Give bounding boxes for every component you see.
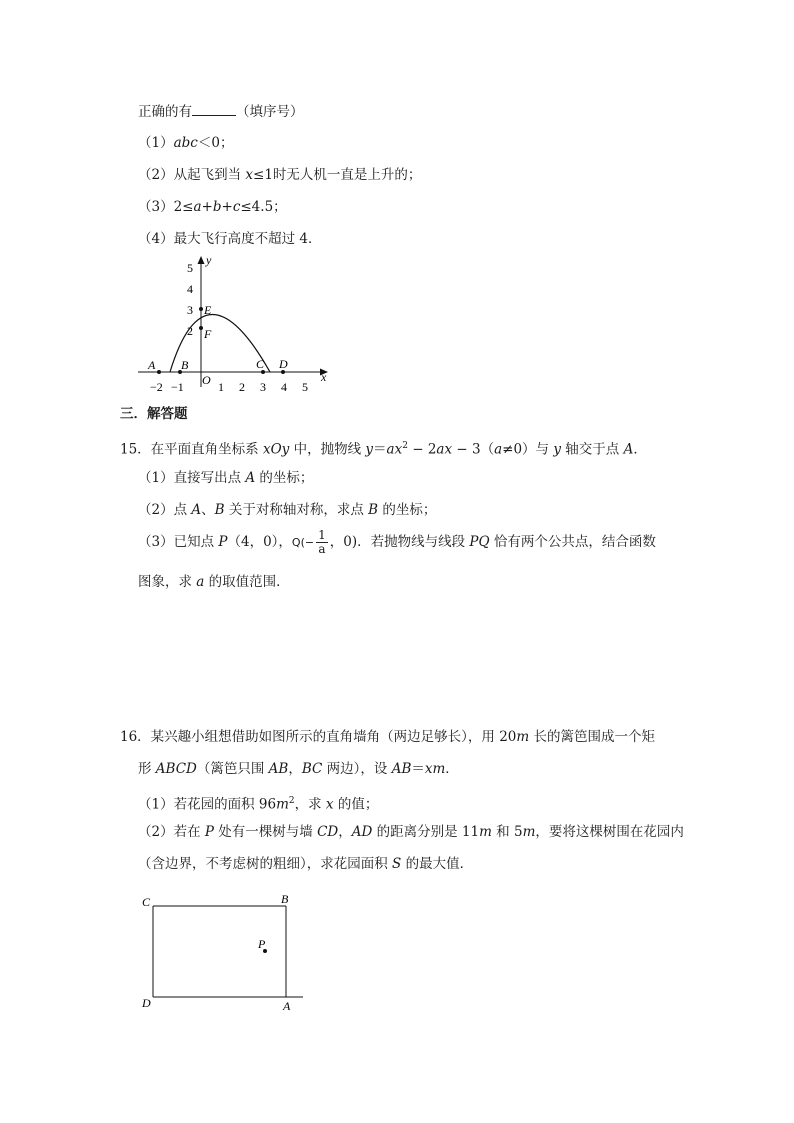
point-b-label: B [181,358,189,372]
q15-stem: 15．在平面直角坐标系 xOy 中，抛物线 $y=ax^2 - 2ax - 3(a\ne 0)$与 y 轴交于点 A． [120,441,647,458]
q15-part-2: （2）点 A、B 关于对称轴对称，求点 B 的坐标； [138,502,437,518]
y-tick-4: 4 [187,282,193,296]
point-e-dot [199,307,203,311]
origin-label: O [202,373,211,387]
q14-statement-4: （4）最大飞行高度不超过 4． [138,231,322,247]
y-axis-arrow [198,256,205,264]
answer-blank[interactable] [192,103,236,116]
q15-part-3: （3）已知点 P（4，0），Q(− $\frac{1}{a}$ ，0)．若抛物线与线段 PQ 恰有两个公共点，结合函数 [138,528,656,556]
q14-statement-1: （1）abc＜0； [138,135,234,151]
fraction-one-over-a: $\frac{1}{a}$ [318,528,326,556]
label-a: A [283,999,291,1013]
label-p: P [258,937,266,951]
point-f-label: F [204,327,212,341]
x-tick-neg1: −1 [171,380,184,394]
y-tick-5: 5 [187,261,193,275]
point-c-label: C [256,357,265,371]
q14-intro: 正确的有 （填序号） [138,104,304,120]
x-tick-1: 1 [218,380,224,394]
q16-stem-line-1: 16．某兴趣小组想借助如图所示的直角墙角（两边足够长），用 20m 长的篱笆围成一个矩 [120,729,656,745]
y-axis-label: y [206,253,212,267]
y-tick-3: 3 [187,303,193,317]
label-d: D [142,996,151,1010]
rectangle-figure [138,890,318,1015]
label-b: B [281,892,289,906]
x-tick-2: 2 [239,380,245,394]
section-title: 三．解答题 [120,406,188,422]
q14-statement-2: （2）从起飞到当 x≤1时无人机一直是上升的； [138,167,422,183]
parabola-graph [132,252,337,397]
q14-statement-3: （3）2≤a+b+c≤4.5； [138,199,287,215]
x-tick-4: 4 [281,380,287,394]
x-tick-neg2: −2 [150,380,163,394]
x-tick-5: 5 [302,380,308,394]
q15-part-1: （1）直接写出点 A 的坐标； [138,470,314,486]
x-tick-3: 3 [260,380,266,394]
q16-part-2: （2）若在 P 处有一棵树与墙 CD，AD 的距离分别是 11m 和 5m，要将这棵树围在花园内 [138,824,684,840]
q16-stem-line-2: 形 ABCD（篱笆只围 AB，BC 两边），设 AB＝xm． [138,761,459,777]
point-a-dot [157,370,161,374]
q15-part-3-line-2: 图象，求 a 的取值范围． [138,574,290,590]
q16-part-2-line-2: （含边界，不考虑树的粗细），求花园面积 S 的最大值． [138,856,474,872]
label-c: C [142,895,151,909]
q16-part-1: （1）若花园的面积 $96m^2$，求 x 的值； [138,796,379,813]
point-f-dot [199,326,203,330]
point-a-label: A [148,358,156,372]
y-tick-2: 2 [187,324,193,338]
point-e-label: E [204,303,212,317]
point-d-label: D [279,357,288,371]
x-axis-label: x [321,370,327,384]
